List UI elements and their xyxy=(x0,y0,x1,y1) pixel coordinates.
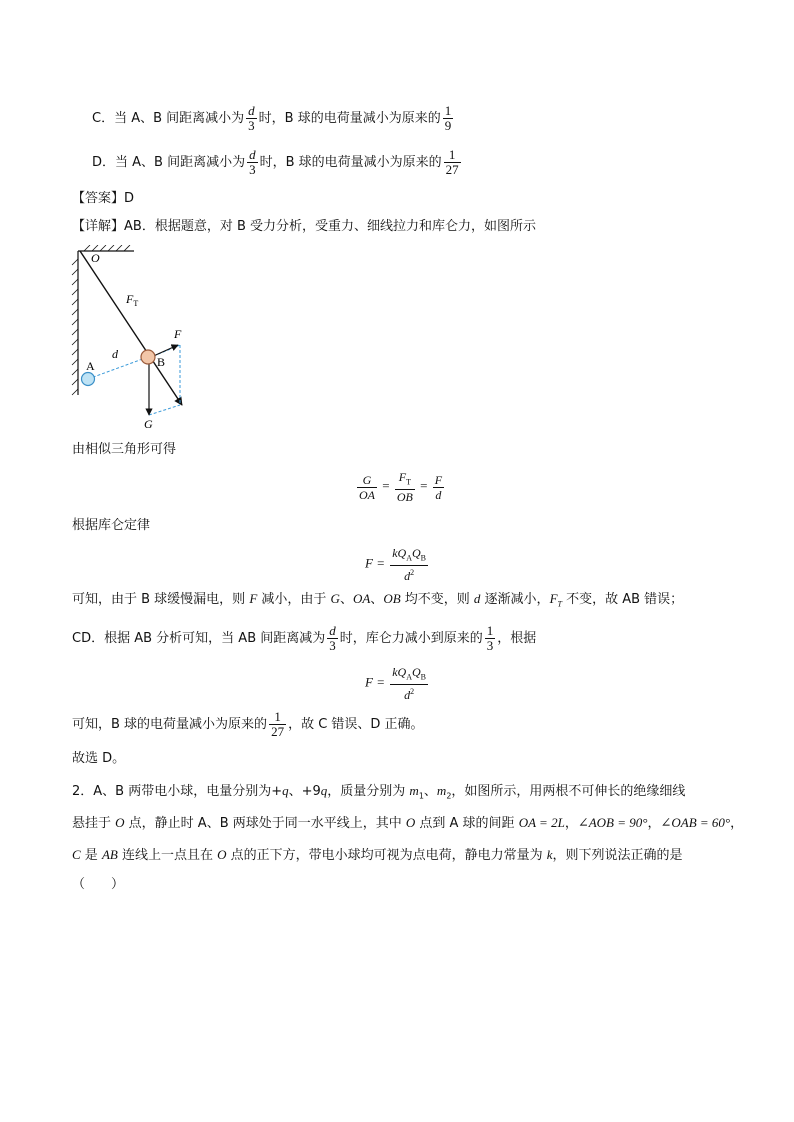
option-d-prefix: D．当 A、B 间距离减小为 xyxy=(92,155,246,170)
ratio-ft-ob xyxy=(395,470,415,504)
label-g: G xyxy=(144,417,153,431)
charge-fraction xyxy=(269,710,286,739)
fraction-numerator: $kQ_AQ_B$ xyxy=(390,665,428,685)
fraction-numerator: d xyxy=(249,147,256,162)
force-diagram xyxy=(70,245,200,435)
dashed-line-g-end xyxy=(149,405,180,415)
fraction-denominator: 3 xyxy=(248,118,255,133)
coulomb-equation-2 xyxy=(365,665,430,702)
cd-analysis: CD．根据 AB 分析可知，当 AB 间距离减为 $\frac{d}{3}$ 时，库仑力减小到原来的 $\frac{1}{3}$ ，根据 xyxy=(72,623,537,653)
fraction-numerator: 1 xyxy=(444,103,452,118)
fraction-numerator: 1 xyxy=(269,710,286,725)
coulomb-fraction xyxy=(390,665,428,702)
option-c-prefix: C．当 A、B 间距离减小为 xyxy=(92,111,245,126)
cd-distance-fraction xyxy=(327,624,338,653)
fraction-numerator: F xyxy=(434,472,443,487)
fraction-denominator: $d^2$ xyxy=(404,687,415,703)
answer-label: 【答案】 xyxy=(72,191,125,206)
fraction-denominator: 27 xyxy=(445,162,459,177)
similar-equation: $\frac{G}{OA}$ = $\frac{F_T}{OB}$ = $\frac{F}{d}$ xyxy=(359,470,443,505)
dashed-line-a-b xyxy=(88,357,148,379)
option-c-charge-fraction xyxy=(443,104,454,133)
wall-hatch xyxy=(72,251,78,395)
label-f: F xyxy=(174,327,182,341)
label-ft: $F_T$ xyxy=(126,292,139,308)
coulomb-law-text: 根据库仑定律 xyxy=(72,518,151,533)
conclusion-1: 可知，由于 B 球缓慢漏电，则 F 减小，由于 G、OA、OB 均不变，则 d 逐渐减小，$F_T$ 不变，故 AB 错误； xyxy=(72,591,684,609)
fraction-denominator: d xyxy=(435,487,442,502)
ceiling-hatch xyxy=(78,245,134,251)
fraction-numerator: $kQ_AQ_B$ xyxy=(390,546,428,566)
coulomb-fraction xyxy=(390,546,428,583)
label-b: B xyxy=(157,355,166,369)
ball-a xyxy=(82,373,95,386)
ratio-g-oa xyxy=(357,473,377,502)
question-2-line-3: C 是 AB 连线上一点且在 O 点的正下方，带电小球均可视为点电荷，静电力常量为 k，则下列说法正确的是 xyxy=(72,847,683,863)
answer-value: D xyxy=(124,191,135,206)
label-d: d xyxy=(112,347,118,361)
label-a: A xyxy=(86,359,95,373)
ball-b xyxy=(141,350,155,364)
fraction-denominator: 9 xyxy=(444,118,452,133)
detail-text: AB．根据题意，对 B 受力分析，受重力、细线拉力和库仑力，如图所示 xyxy=(124,219,537,234)
option-c-distance-fraction xyxy=(246,104,257,133)
equation-lhs: F = xyxy=(365,674,385,690)
option-d-charge-fraction xyxy=(444,148,461,177)
option-c-mid: 时，B 球的电荷量减小为原来的 xyxy=(258,111,441,126)
fraction-denominator: OA xyxy=(359,487,375,502)
conclusion-2: 可知，B 球的电荷量减小为原来的 $\frac{1}{27}$ ，故 C 错误、D 正确。 xyxy=(72,709,424,739)
similar-triangles-text: 由相似三角形可得 xyxy=(72,442,177,457)
fraction-numerator: $F_T$ xyxy=(395,470,415,490)
fraction-numerator: d xyxy=(248,103,255,118)
fraction-numerator: 1 xyxy=(444,148,461,163)
fraction-numerator: 1 xyxy=(486,623,494,638)
tension-thread xyxy=(80,251,182,405)
fraction-denominator: 3 xyxy=(486,638,494,653)
fraction-denominator: 3 xyxy=(329,638,336,653)
detail-label: 【详解】 xyxy=(72,219,125,234)
ratio-f-d xyxy=(433,473,444,502)
label-o: O xyxy=(91,251,100,265)
fraction-denominator: 3 xyxy=(249,162,256,177)
coulomb-equation xyxy=(365,546,430,583)
cd-force-fraction xyxy=(485,624,496,653)
fraction-numerator: d xyxy=(329,623,336,638)
option-d xyxy=(92,148,463,177)
option-d-mid: 时，B 球的电荷量减小为原来的 xyxy=(259,155,442,170)
detail-line xyxy=(72,218,536,236)
question-2-line-1: 2．A、B 两带电小球，电量分别为+q、+9q，质量分别为 $m_1$、$m_2$，如图所示，用两根不可伸长的绝缘细线 xyxy=(72,783,686,801)
question-2-line-2: 悬挂于 O 点，静止时 A、B 两球处于同一水平线上，其中 O 点到 A 球的间距 OA = 2L，∠AOB = 90°，∠OAB = 60°， xyxy=(72,815,744,831)
fraction-denominator: OB xyxy=(396,490,413,505)
fraction-denominator: 27 xyxy=(271,724,285,739)
option-c xyxy=(92,104,455,133)
equation-lhs: F = xyxy=(365,555,385,571)
answer-line xyxy=(72,190,134,208)
option-d-distance-fraction xyxy=(247,148,258,177)
final-choice: 故选 D。 xyxy=(72,751,126,766)
fraction-numerator: G xyxy=(357,473,377,488)
fraction-denominator: $d^2$ xyxy=(404,568,415,584)
question-2-bracket: （ ） xyxy=(72,877,125,892)
